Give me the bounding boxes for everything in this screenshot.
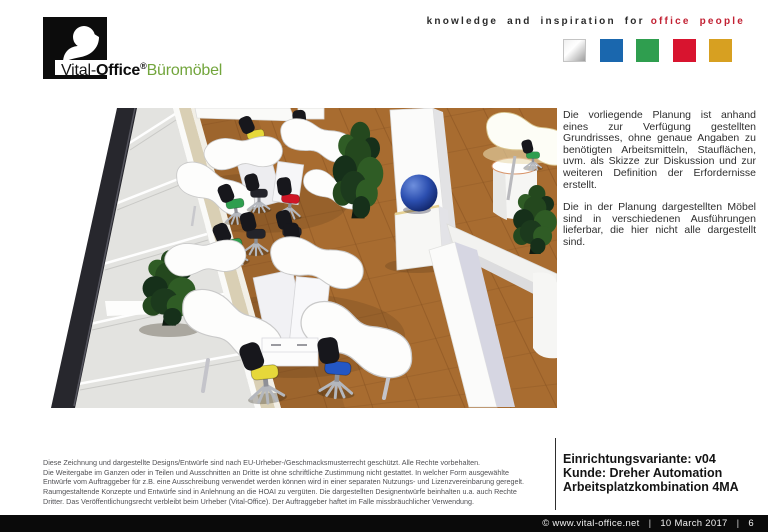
brand-square-blue [600,39,623,62]
legal-line: Diese Zeichnung und dargestellte Designs/Entwürfe sind nach EU-Urheber-/Geschmacksmusterrecht geschützt. Alle Rechte vorbehalten. [43,458,481,467]
footer-separator: | [736,518,740,529]
footer-copyright: © www.vital-office.net [542,518,640,529]
legal-fine-print [43,458,549,507]
notes-paragraph-1: Die vorliegende Planung ist anhand eines zur Verfügung gestellten Grundrisses, ohne genaue Angaben zu benötigten Arbeitsmitteln, Stauflächen, uvm. als Skizze zur Diskussion und zur weiteren Definition der Erfordernisse erstellt. [563,109,756,191]
brand-square-green [636,39,659,62]
logo-brand-bold-text: Office [95,62,141,79]
tagline [427,16,745,27]
project-combination: Arbeitsplatzkombination 4MA [563,480,739,494]
logo-wordmark [61,61,222,80]
tagline-prefix: knowledge and inspiration for [426,16,645,27]
legal-line: Dritter. Das Veröffentlichungsrecht verbleibt beim Urheber (Vital-Office). Der Auftraggeber haftet im Falle missbräuchlicher Verwendung. [43,496,475,506]
footer-bar [0,515,768,532]
notes-paragraph-2: Die in der Planung dargestellten Möbel sind in verschiedenen Ausführungen lieferbar, die hier nicht alle dargestellt sind. [563,201,756,248]
footer-date: 10 March 2017 [660,518,728,529]
project-customer: Kunde: Dreher Automation [563,466,723,480]
project-info [563,452,739,494]
brand-square-gold [709,39,732,62]
brand-square-red [673,39,696,62]
office-rendering-image [45,108,557,408]
project-variant: Einrichtungsvariante: v04 [563,452,716,466]
footer-page-number: 6 [748,518,754,529]
tagline-highlight: office people [650,16,745,27]
legal-line: Raumgestaltende Konzepte und Entwürfe sind in Anlehnung an die HOAI zu vergüten. Die dargestellten Designentwürfe beinhalten u.a. auch Rechte [43,487,517,497]
planning-notes [563,110,756,260]
logo-product-text: Büromöbel [146,62,223,79]
legal-line: Die Weitergabe im Ganzen oder in Teilen und Ausschnitten an Dritte ist ohne schriftliche Zustimmung nicht gestattet. In welcher Form ausgewählte [43,467,509,477]
brand-color-squares [563,39,732,62]
gym-ball [401,175,438,212]
vertical-divider [555,438,556,510]
registered-mark: ® [140,61,147,71]
brand-square-silver [563,39,586,62]
footer-separator: | [648,518,652,529]
logo-brand-text: Vital- [61,62,96,79]
legal-line: Entwürfe vom Auftraggeber für z.B. eine Ausschreibung verwendet werden können wird in einer separaten Nutzungs- und Lizenzvereinbarung geregelt. [43,477,525,487]
